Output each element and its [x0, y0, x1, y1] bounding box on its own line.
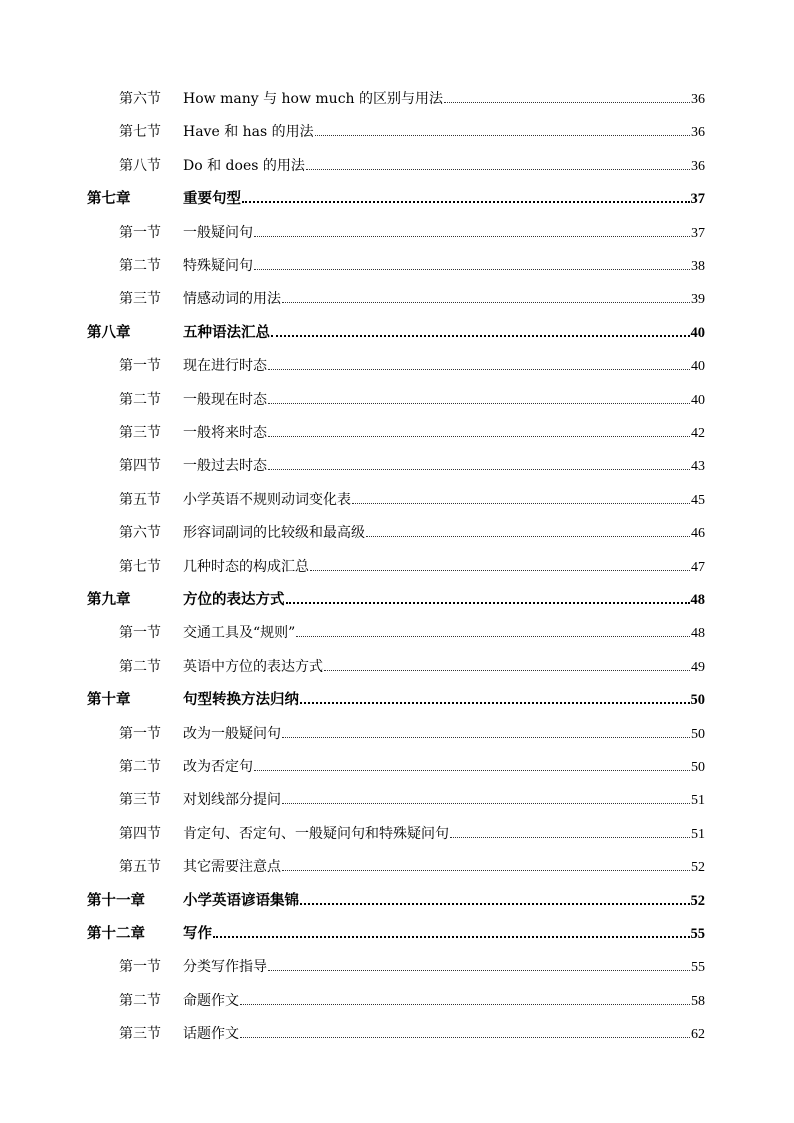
toc-entry-page-number: 58	[691, 994, 705, 1009]
toc-entry-title: 话题作文	[183, 1026, 239, 1042]
toc-entry-page-number: 37	[690, 191, 705, 207]
toc-section-entry[interactable]	[119, 451, 705, 475]
toc-entry-page-number: 47	[691, 560, 705, 575]
dot-leader	[268, 369, 690, 370]
toc-section-entry[interactable]	[119, 552, 705, 576]
toc-entry-title: 小学英语谚语集锦	[183, 892, 299, 909]
dot-leader	[300, 702, 690, 704]
toc-entry-page-number: 40	[691, 359, 705, 374]
toc-section-entry[interactable]	[119, 1019, 705, 1043]
toc-entry-number: 第五节	[119, 492, 161, 508]
toc-entry-number: 第一节	[119, 959, 161, 975]
toc-entry-page-number: 49	[691, 660, 705, 675]
toc-entry-number: 第十章	[87, 691, 131, 708]
toc-entry-title: 其它需要注意点	[183, 859, 281, 875]
toc-entry-number: 第二节	[119, 392, 161, 408]
dot-leader	[254, 269, 690, 270]
toc-entry-title: 形容词副词的比较级和最高级	[183, 525, 365, 541]
toc-section-entry[interactable]	[119, 485, 705, 509]
toc-section-entry[interactable]	[119, 719, 705, 743]
toc-section-entry[interactable]	[119, 852, 705, 876]
toc-entry-title: 分类写作指导	[183, 959, 267, 975]
toc-entry-number: 第三节	[119, 425, 161, 441]
toc-section-entry[interactable]	[119, 251, 705, 275]
toc-section-entry[interactable]	[119, 117, 705, 141]
toc-entry-number: 第二节	[119, 258, 161, 274]
dot-leader	[306, 169, 690, 170]
dot-leader	[254, 770, 690, 771]
toc-entry-title: 重要句型	[183, 190, 241, 207]
toc-entry-number: 第四节	[119, 826, 161, 842]
dot-leader	[352, 503, 690, 504]
toc-section-entry[interactable]	[119, 785, 705, 809]
toc-entry-title: 句型转换方法归纳	[183, 691, 299, 708]
toc-entry-page-number: 36	[691, 159, 705, 174]
dot-leader	[282, 803, 690, 804]
toc-entry-page-number: 36	[691, 125, 705, 140]
dot-leader	[450, 837, 690, 838]
toc-entry-number: 第一节	[119, 225, 161, 241]
toc-section-entry[interactable]	[119, 218, 705, 242]
toc-entry-page-number: 50	[691, 760, 705, 775]
dot-leader	[286, 602, 690, 604]
toc-entry-page-number: 50	[691, 727, 705, 742]
dot-leader	[324, 670, 690, 671]
toc-entry-number: 第三节	[119, 792, 161, 808]
toc-section-entry[interactable]	[119, 151, 705, 175]
toc-section-entry[interactable]	[119, 518, 705, 542]
toc-entry-page-number: 62	[691, 1027, 705, 1042]
toc-entry-title: How many 与 how much 的区别与用法	[183, 91, 443, 107]
dot-leader	[310, 570, 690, 571]
toc-chapter-entry[interactable]	[87, 685, 705, 709]
toc-entry-number: 第八章	[87, 324, 131, 341]
dot-leader	[315, 135, 690, 136]
dot-leader	[282, 302, 690, 303]
toc-entry-number: 第六节	[119, 525, 161, 541]
toc-entry-title: 命题作文	[183, 993, 239, 1009]
toc-entry-title: Do 和 does 的用法	[183, 158, 305, 174]
toc-entry-number: 第七章	[87, 190, 131, 207]
toc-entry-page-number: 51	[691, 827, 705, 842]
toc-entry-page-number: 36	[691, 92, 705, 107]
dot-leader	[271, 335, 690, 337]
toc-entry-page-number: 42	[691, 426, 705, 441]
toc-section-entry[interactable]	[119, 418, 705, 442]
toc-chapter-entry[interactable]	[87, 919, 705, 943]
toc-section-entry[interactable]	[119, 986, 705, 1010]
toc-entry-page-number: 51	[691, 793, 705, 808]
toc-entry-number: 第二节	[119, 759, 161, 775]
toc-entry-title: 英语中方位的表达方式	[183, 659, 323, 675]
toc-chapter-entry[interactable]	[87, 184, 705, 208]
dot-leader	[300, 903, 690, 905]
toc-chapter-entry[interactable]	[87, 318, 705, 342]
toc-entry-page-number: 50	[690, 692, 705, 708]
toc-chapter-entry[interactable]	[87, 585, 705, 609]
toc-entry-title: 改为一般疑问句	[183, 726, 281, 742]
toc-entry-title: 情感动词的用法	[183, 291, 281, 307]
toc-entry-title: 对划线部分提问	[183, 792, 281, 808]
toc-entry-number: 第十二章	[87, 925, 145, 942]
toc-entry-title: 肯定句、否定句、一般疑问句和特殊疑问句	[183, 826, 449, 842]
dot-leader	[268, 436, 690, 437]
toc-entry-title: 几种时态的构成汇总	[183, 559, 309, 575]
toc-entry-number: 第二节	[119, 993, 161, 1009]
dot-leader	[254, 236, 690, 237]
toc-entry-page-number: 40	[691, 393, 705, 408]
dot-leader	[240, 1037, 690, 1038]
toc-section-entry[interactable]	[119, 351, 705, 375]
toc-entry-title: 写作	[183, 925, 212, 942]
dot-leader	[242, 201, 690, 203]
dot-leader	[366, 536, 690, 537]
toc-entry-title: 小学英语不规则动词变化表	[183, 492, 351, 508]
toc-section-entry[interactable]	[119, 385, 705, 409]
toc-entry-title: 改为否定句	[183, 759, 253, 775]
toc-entry-page-number: 48	[691, 626, 705, 641]
toc-section-entry[interactable]	[119, 652, 705, 676]
toc-entry-title: 交通工具及“规则”	[183, 625, 296, 641]
toc-entry-page-number: 55	[690, 926, 705, 942]
toc-entry-number: 第二节	[119, 659, 161, 675]
toc-entry-page-number: 39	[691, 292, 705, 307]
toc-entry-number: 第一节	[119, 726, 161, 742]
toc-entry-number: 第六节	[119, 91, 161, 107]
dot-leader	[296, 636, 690, 637]
toc-entry-number: 第一节	[119, 358, 161, 374]
dot-leader	[240, 1004, 690, 1005]
toc-entry-title: 现在进行时态	[183, 358, 267, 374]
dot-leader	[213, 936, 690, 938]
toc-entry-page-number: 45	[691, 493, 705, 508]
toc-section-entry[interactable]	[119, 819, 705, 843]
dot-leader	[268, 403, 690, 404]
toc-entry-title: 特殊疑问句	[183, 258, 253, 274]
dot-leader	[282, 737, 690, 738]
toc-entry-page-number: 48	[690, 592, 705, 608]
toc-entry-title: 一般疑问句	[183, 225, 253, 241]
dot-leader	[444, 102, 690, 103]
toc-entry-title: 五种语法汇总	[183, 324, 270, 341]
toc-entry-page-number: 37	[691, 226, 705, 241]
toc-entry-title: Have 和 has 的用法	[183, 124, 314, 140]
dot-leader	[268, 469, 690, 470]
dot-leader	[282, 870, 690, 871]
toc-section-entry[interactable]	[119, 284, 705, 308]
toc-entry-page-number: 38	[691, 259, 705, 274]
toc-section-entry[interactable]	[119, 84, 705, 108]
toc-entry-number: 第一节	[119, 625, 161, 641]
dot-leader	[268, 970, 690, 971]
toc-entry-number: 第九章	[87, 591, 131, 608]
toc-entry-number: 第三节	[119, 291, 161, 307]
toc-entry-title: 一般现在时态	[183, 392, 267, 408]
toc-section-entry[interactable]	[119, 952, 705, 976]
toc-entry-number: 第八节	[119, 158, 161, 174]
toc-entry-number: 第七节	[119, 559, 161, 575]
toc-entry-title: 一般将来时态	[183, 425, 267, 441]
toc-entry-number: 第七节	[119, 124, 161, 140]
toc-chapter-entry[interactable]	[87, 886, 705, 910]
toc-section-entry[interactable]	[119, 618, 705, 642]
toc-section-entry[interactable]	[119, 752, 705, 776]
toc-entry-page-number: 52	[691, 860, 705, 875]
toc-entry-page-number: 52	[690, 893, 705, 909]
toc-entry-number: 第五节	[119, 859, 161, 875]
toc-entry-title: 方位的表达方式	[183, 591, 285, 608]
toc-entry-number: 第十一章	[87, 892, 145, 909]
toc-entry-page-number: 43	[691, 459, 705, 474]
toc-entry-page-number: 55	[691, 960, 705, 975]
toc-entry-number: 第四节	[119, 458, 161, 474]
toc-entry-title: 一般过去时态	[183, 458, 267, 474]
toc-entry-page-number: 46	[691, 526, 705, 541]
toc-entry-page-number: 40	[690, 325, 705, 341]
toc-entry-number: 第三节	[119, 1026, 161, 1042]
